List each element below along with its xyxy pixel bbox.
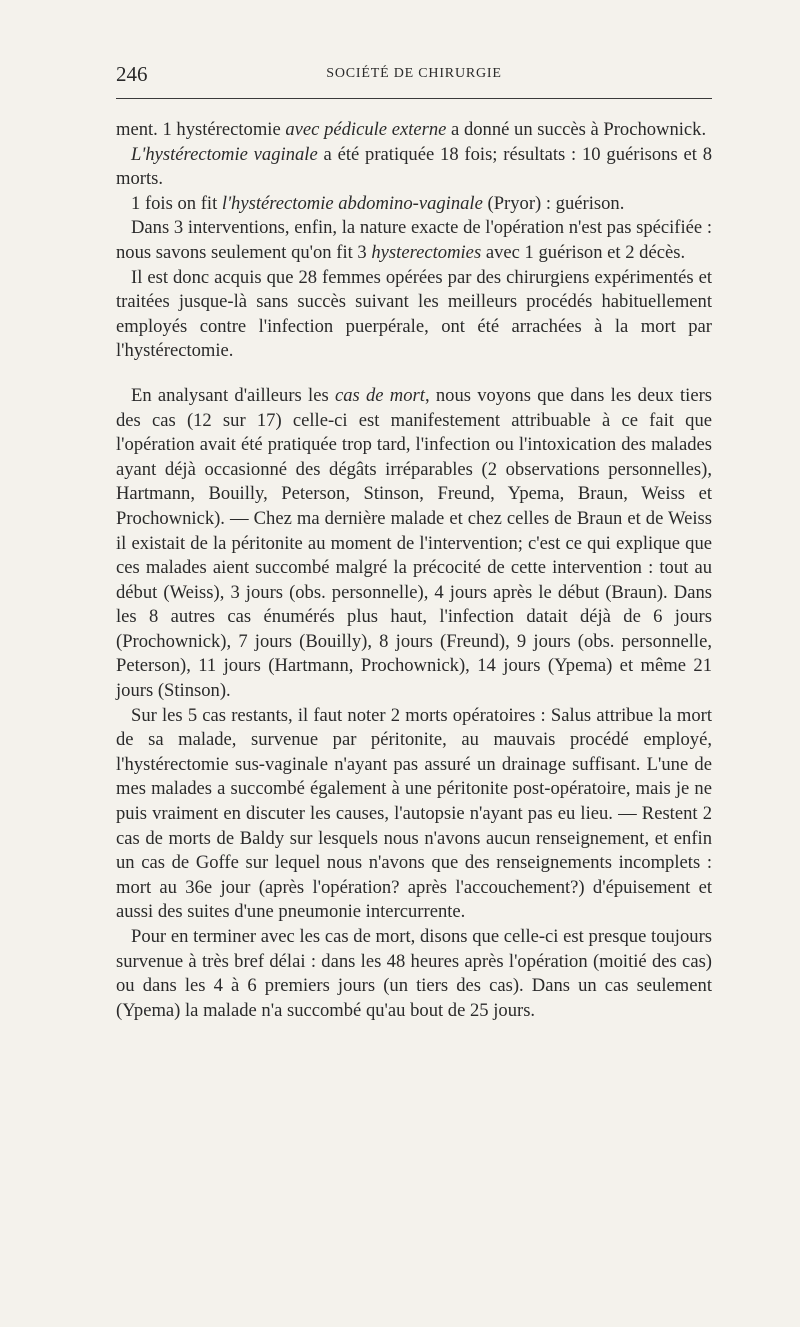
text-run: Pour en terminer avec les cas de mort, disons que celle-ci est presque toujours survenue à très bref délai : dans les 48 heures après l'opération (moitié des cas) ou dans les 4 à 6 premiers jours (un tiers des cas). Dans un cas seulement (Ypema) la malade n'a succombé qu'au bout de 25 jours. <box>116 926 712 1021</box>
text-run: ment. 1 hystérectomie <box>116 119 286 140</box>
running-title: SOCIÉTÉ DE CHIRURGIE <box>326 66 502 81</box>
paragraph-2 <box>116 143 712 192</box>
text-run: avec 1 guérison et 2 décès. <box>481 241 686 263</box>
text-run: En analysant d'ailleurs les <box>131 384 335 406</box>
paragraph-8 <box>116 925 712 1023</box>
page-number: 246 <box>116 62 148 86</box>
text-body <box>116 118 712 1023</box>
text-run: a donné un succès à Prochownick. <box>446 119 707 140</box>
italic-text: avec pédicule externe <box>285 119 447 140</box>
text-run: (Pryor) : guérison. <box>482 192 625 214</box>
text-run: a été pratiquée 18 fois; résultats : 10 guérisons et 8 morts. <box>116 143 712 190</box>
paragraph-6 <box>116 384 712 704</box>
paragraph-3 <box>116 192 712 217</box>
italic-text: L'hystérectomie vaginale <box>131 143 318 165</box>
text-run: Dans 3 interventions, enfin, la nature exacte de l'opération n'est pas spécifiée : nous savons seulement qu'on fit 3 <box>116 217 712 263</box>
italic-text: cas de mort <box>334 384 425 406</box>
text-run: , nous voyons que dans les deux tiers des cas (12 sur 17) celle-ci est manifestement attribuable à ce fait que l'opération avait été pratiquée trop tard, l'infection ou l'intoxication des malades ayant déjà occasionné des dégâts irréparables (2 observations personnelles), Hartmann, Bouilly, Peterson, Stinson, Freund, Ypema, Braun, Weiss et Prochownick). — Chez ma dernière malade et chez celles de Braun et de Weiss il existait de la péritonite au moment de l'intervention; c'est ce qui explique que ces malades aient succombé malgré la précocité de cette intervention : tout au début (Weiss), 3 jours (obs. personnelle), 4 jours après le début (Braun). Dans les 8 autres cas énumérés plus haut, l'infection datait déjà de 6 jours (Prochownick), 7 jours (Bouilly), 8 jours (Freund), 9 jours (obs. personnelle, Peterson), 11 jours (Hartmann, Prochownick), 14 jours (Ypema) et même 21 jours (Stinson). <box>116 384 712 702</box>
paragraph-7 <box>116 704 712 925</box>
paragraph-5 <box>116 266 712 364</box>
text-run: Il est donc acquis que 28 femmes opérées par des chirurgiens expérimentés et traitées jusque-là sans succès suivant les meilleurs procédés habituellement employés contre l'infection puerpérale, ont été arrachées à la mort par l'hystérectomie. <box>116 266 712 362</box>
italic-text: l'hystérectomie abdomino-vaginale <box>221 192 483 214</box>
text-run: 1 fois on fit <box>131 192 222 214</box>
page-header <box>116 62 712 99</box>
paragraph-4 <box>116 216 712 265</box>
italic-text: hysterectomies <box>371 241 482 263</box>
text-run: Sur les 5 cas restants, il faut noter 2 morts opératoires : Salus attribue la mort de sa malade, survenue par péritonite, au mauvais procédé employé, l'hystérectomie sus-vaginale n'ayant pas assuré un drainage suffisant. L'une de mes malades a succombé également à une péritonite post-opératoire, mais je ne puis vraiment en discuter les causes, l'autopsie n'ayant pas eu lieu. — Restent 2 cas de morts de Baldy sur lesquels nous n'avons aucun renseignement, et enfin un cas de Goffe sur lequel nous n'avons que des renseignements incomplets : mort au 36e jour (après l'opération? après l'accouchement?) d'épuisement et aussi des suites d'une pneumonie intercurrente. <box>116 704 712 923</box>
paragraph-1 <box>116 118 712 143</box>
